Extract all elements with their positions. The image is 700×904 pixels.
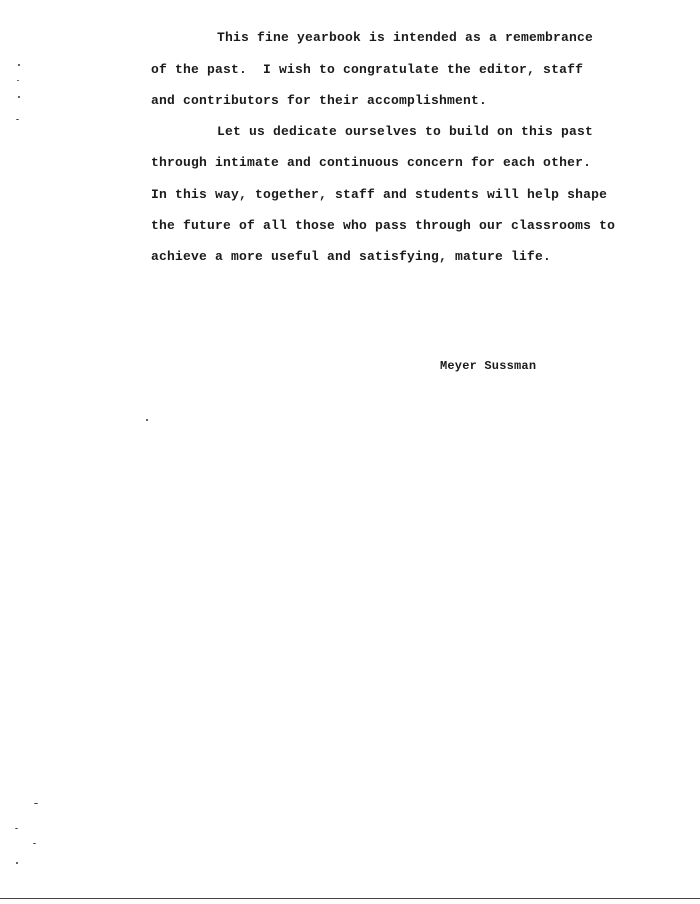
- text-line: This fine yearbook is intended as a remembrance: [217, 30, 594, 45]
- text-line: the future of all those who pass through our classrooms to: [151, 218, 616, 233]
- text-line: Let us dedicate ourselves to build on this past: [217, 124, 594, 139]
- scan-speck: [16, 119, 19, 120]
- scan-speck: [16, 862, 18, 864]
- text-line: In this way, together, staff and students will help shape: [151, 187, 608, 202]
- scan-speck: [33, 843, 36, 844]
- scan-speck: [15, 828, 18, 829]
- scan-speck: [146, 419, 148, 421]
- scan-speck: [34, 803, 38, 804]
- page-bottom-edge: [0, 898, 700, 899]
- signature: Meyer Sussman: [440, 359, 537, 373]
- scan-speck: [18, 64, 20, 66]
- text-line: and contributors for their accomplishment.: [151, 93, 488, 108]
- text-line: achieve a more useful and satisfying, mature life.: [151, 249, 552, 264]
- text-line: through intimate and continuous concern for each other.: [151, 155, 592, 170]
- text-line: of the past. I wish to congratulate the editor, staff: [151, 62, 584, 77]
- scan-speck: [18, 96, 20, 98]
- scan-speck: [17, 80, 19, 81]
